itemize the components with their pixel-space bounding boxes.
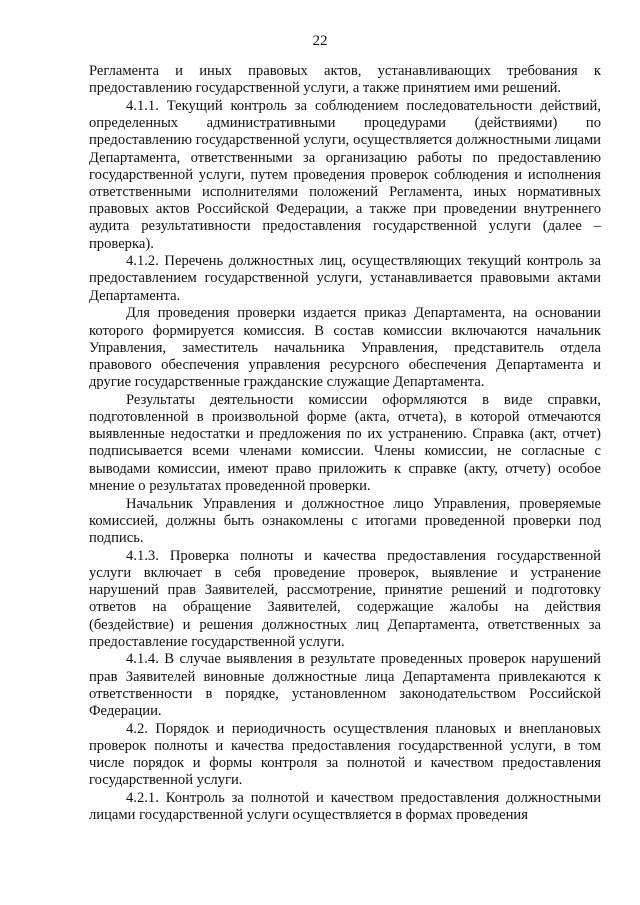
paragraph-commission-results: Результаты деятельности комиссии оформляются в виде справки, подготовленной в произвольной форме (акта, отчета), в которой отмечаются выявленные недостатки и предложения по их устранению. Справка (акт, отчет) подписывается всеми членами комиссии. Члены комиссии, не согласные с выводами комиссии, имеют право приложить к справке (акту, отчету) особое мнение о результатах проведенной проверки. [89, 391, 601, 494]
paragraph-4-1-1: 4.1.1. Текущий контроль за соблюдением последовательности действий, определенных административными процедурами (действиями) по предоставлению государственной услуги, осуществляется должностными лицами Департамента, ответственными за организацию работы по предоставлению государственной услуги, путем проведения проверок соблюдения и исполнения ответственными исполнителями положений Регламента, иных нормативных правовых актов Российской Федерации, а также при проведении внутреннего аудита результативности предоставления государственной услуги (далее – проверка). [89, 97, 601, 252]
paragraph-4-1-2: 4.1.2. Перечень должностных лиц, осуществляющих текущий контроль за предоставлением государственной услуги, устанавливается правовыми актами Департамента. [89, 253, 601, 304]
page-number: 22 [312, 33, 328, 49]
paragraph-4-2-1: 4.2.1. Контроль за полнотой и качеством предоставления должностными лицами государственной услуги осуществляется в формах проведения [89, 790, 601, 824]
document-body [89, 63, 601, 825]
paragraph-4-2: 4.2. Порядок и периодичность осуществления плановых и внеплановых проверок полноты и качества предоставления государственной услуги, в том числе порядок и формы контроля за полнотой и качеством предоставления государственной услуги. [89, 720, 601, 789]
paragraph-4-1-4: 4.1.4. В случае выявления в результате проведенных проверок нарушений прав Заявителей виновные должностные лица Департамента привлекаются к ответственности в порядке, установленном законодательством Российской Федерации. [89, 651, 601, 720]
paragraph-4-1-3: 4.1.3. Проверка полноты и качества предоставления государственной услуги включает в себя проведение проверок, выявление и устранение нарушений прав Заявителей, рассмотрение, принятие решений и подготовку ответов на обращение Заявителей, содержащие жалобы на действия (бездействие) и решения должностных лиц Департамента, ответственных за предоставление государственной услуги. [89, 547, 601, 650]
paragraph-acknowledgement: Начальник Управления и должностное лицо Управления, проверяемые комиссией, должны быть ознакомлены с итогами проведенной проверки под подпись. [89, 495, 601, 546]
paragraph-inspection-order: Для проведения проверки издается приказ Департамента, на основании которого формируется комиссия. В состав комиссии включаются начальник Управления, заместитель начальника Управления, представитель отдела правового обеспечения управления ресурсного обеспечения Департамента и другие государственные гражданские служащие Департамента. [89, 305, 601, 391]
paragraph-regulation-continuation: Регламента и иных правовых актов, устанавливающих требования к предоставлению государственной услуги, а также принятием ими решений. [89, 63, 601, 97]
